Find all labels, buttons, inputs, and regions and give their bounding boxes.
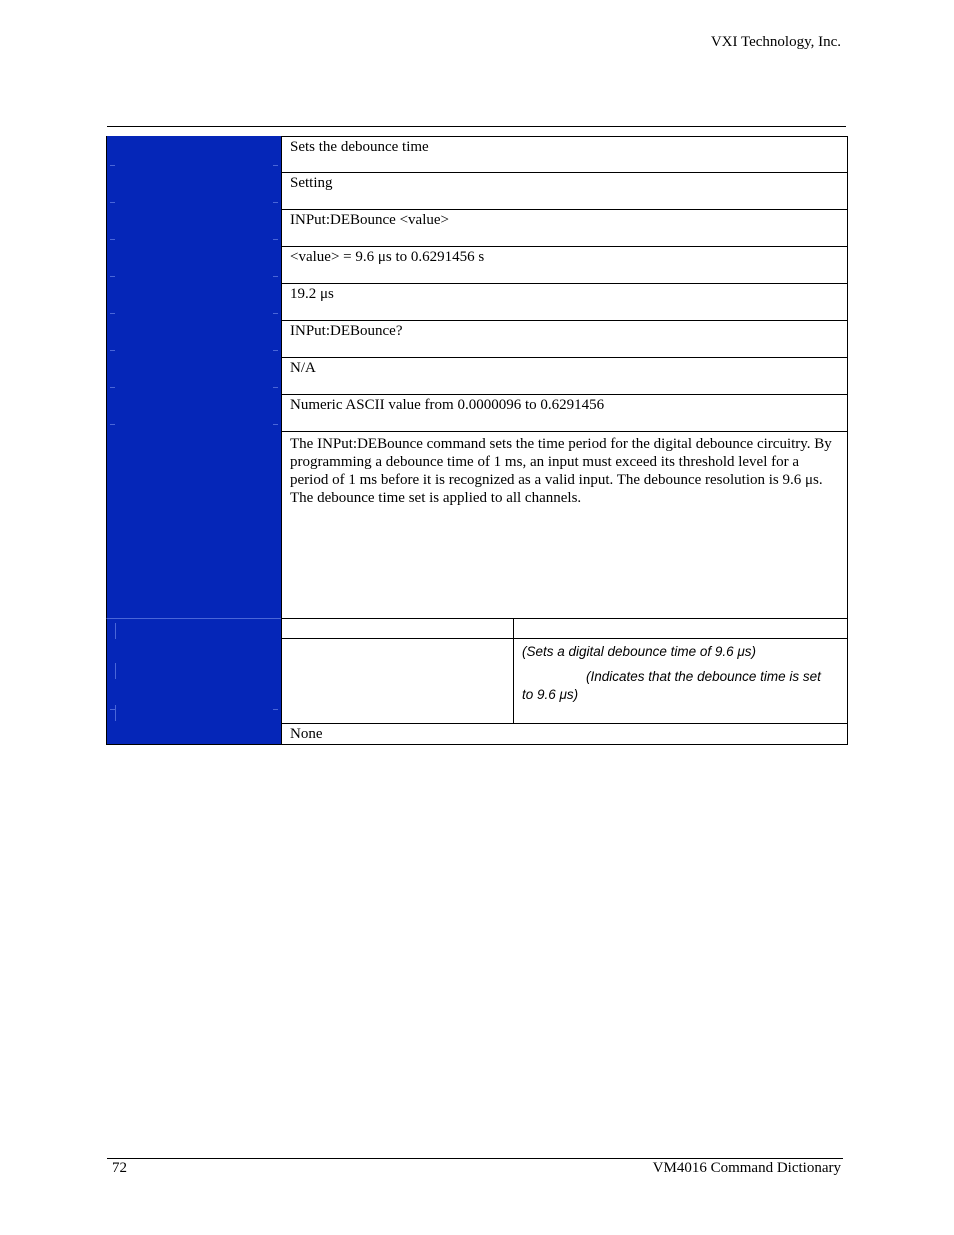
value-query-syntax: INPut:DEBounce? xyxy=(281,321,848,358)
examples-body-row xyxy=(281,639,848,724)
label-cell-query-syntax xyxy=(106,321,281,358)
label-cell-description xyxy=(106,136,281,173)
example-comment-set: (Sets a digital debounce time of 9.6 μs) xyxy=(522,644,757,659)
label-cell-related xyxy=(106,724,281,745)
value-type: Setting xyxy=(281,173,848,210)
label-cell-notes xyxy=(106,432,281,619)
label-cell-query-parameters xyxy=(106,358,281,395)
value-syntax: INPut:DEBounce <value> xyxy=(281,210,848,247)
label-cell-syntax xyxy=(106,210,281,247)
label-cell-query-response xyxy=(106,395,281,432)
footer-doc-title: VM4016 Command Dictionary xyxy=(652,1160,841,1176)
label-cell-examples xyxy=(106,619,281,724)
command-table xyxy=(106,136,848,745)
footer-page-number: 72 xyxy=(112,1160,127,1176)
value-query-response: Numeric ASCII value from 0.0000096 to 0.6291456 xyxy=(281,395,848,432)
label-cell-reset xyxy=(106,284,281,321)
label-cell-parameters xyxy=(106,247,281,284)
value-notes: The INPut:DEBounce command sets the time period for the digital debounce circuitry. By programming a debounce time of 1 ms, an input must exceed its threshold level for a period of 1 ms before it is recognized as a valid input. The debounce resolution is 9.6 μs. The debounce time set is applied to all channels. xyxy=(281,432,848,619)
footer-rule xyxy=(107,1158,843,1159)
label-cell-type xyxy=(106,173,281,210)
value-description: Sets the debounce time xyxy=(281,136,848,173)
example-comment-query: (Indicates that the debounce time is set to 9.6 μs) xyxy=(522,669,821,702)
value-parameters: <value> = 9.6 μs to 0.6291456 s xyxy=(281,247,848,284)
value-reset: 19.2 μs xyxy=(281,284,848,321)
examples-header-row xyxy=(281,619,848,639)
header-rule xyxy=(107,126,846,127)
value-query-parameters: N/A xyxy=(281,358,848,395)
value-related: None xyxy=(281,724,848,745)
header-company: VXI Technology, Inc. xyxy=(710,34,841,50)
